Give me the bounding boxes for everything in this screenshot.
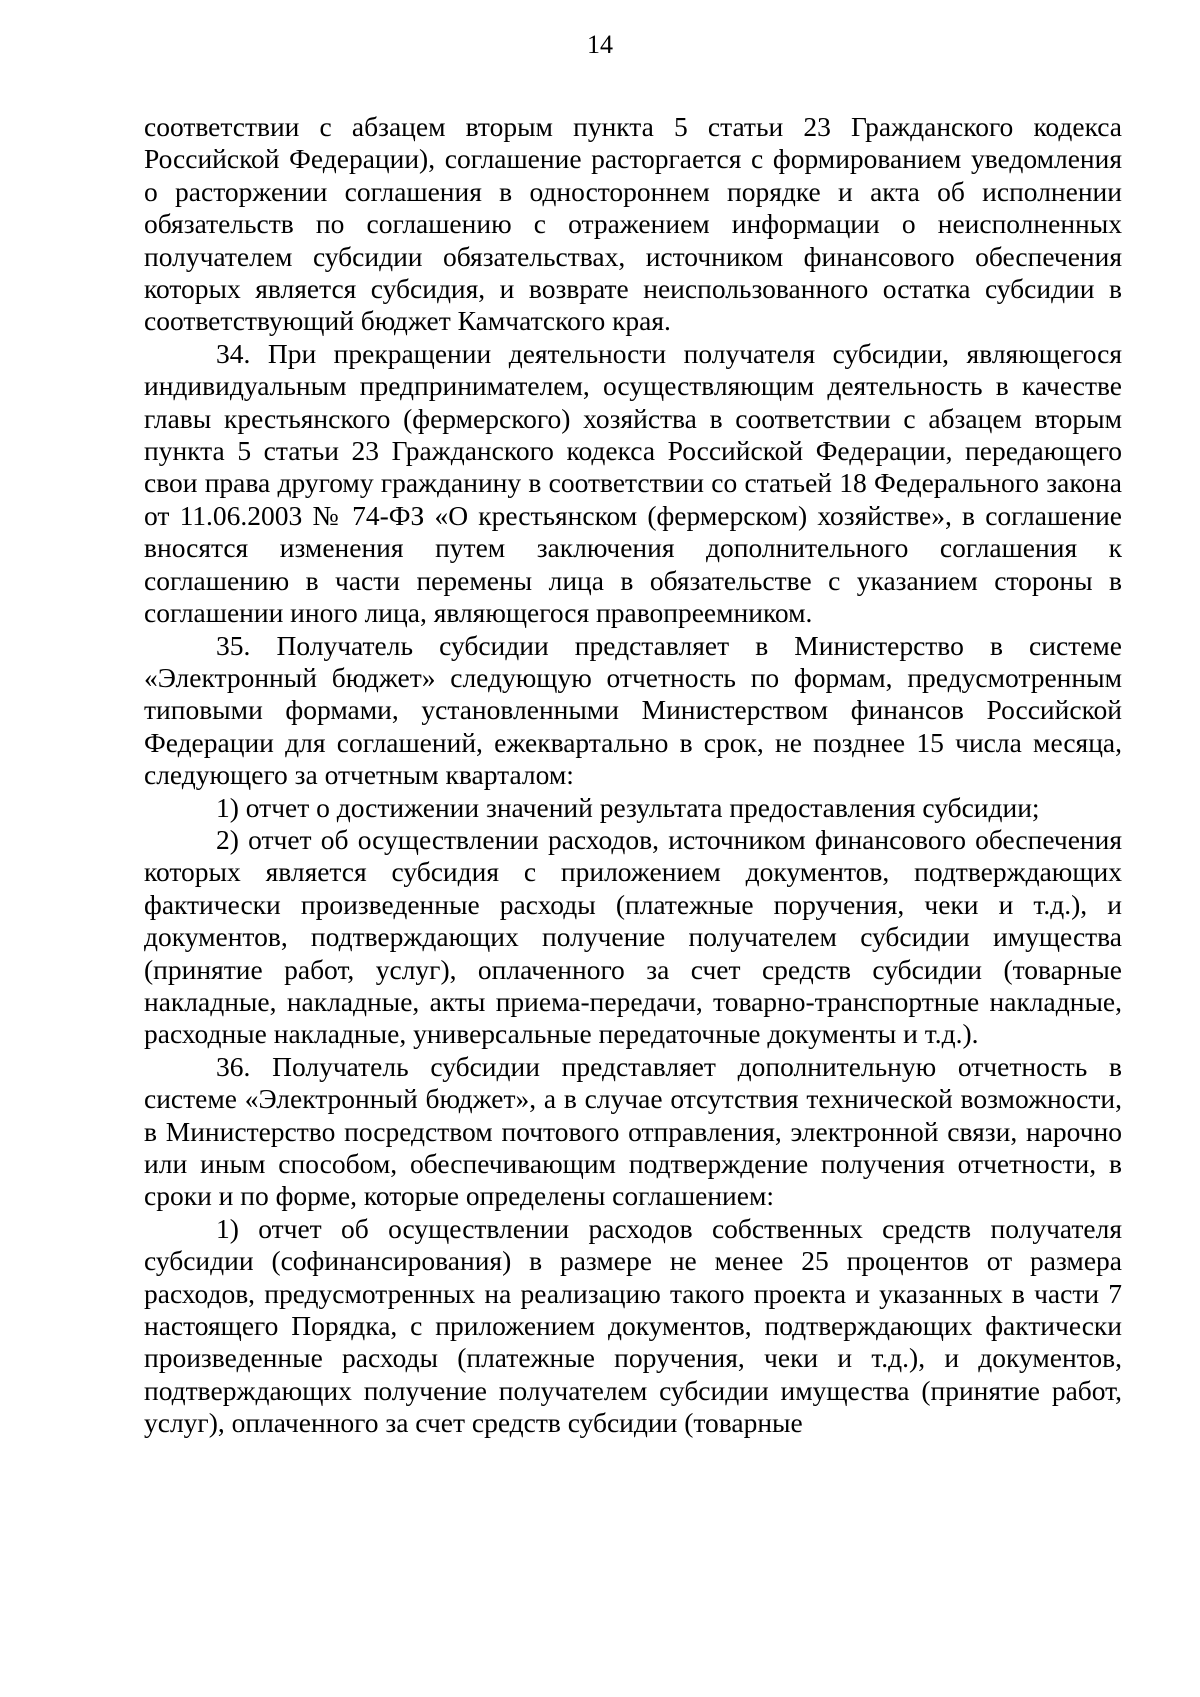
paragraph-34: 34. При прекращении деятельности получателя субсидии, являющегося индивидуальным предпринимателем, осуществляющим деятельность в качестве главы крестьянского (фермерского) хозяйства в соответствии с абзацем вторым пункта 5 статьи 23 Гражданского кодекса Российской Федерации, передающего свои права другому гражданину в соответствии со статьей 18 Федерального закона от 11.06.2003 № 74-ФЗ «О крестьянском (фермерском) хозяйстве», в соглашение вносятся изменения путем заключения дополнительного соглашения к соглашению в части перемены лица в обязательстве с указанием стороны в соглашении иного лица, являющегося правопреемником.: [144, 337, 1122, 629]
paragraph-continuation: соответствии с абзацем вторым пункта 5 статьи 23 Гражданского кодекса Российской Федерации), соглашение расторгается с формированием уведомления о расторжении соглашения в одностороннем порядке и акта об исполнении обязательств по соглашению с отражением информации о неисполненных получателем субсидии обязательствах, источником финансового обеспечения которых является субсидия, и возврате неиспользованного остатка субсидии в соответствующий бюджет Камчатского края.: [144, 111, 1122, 337]
document-body: [144, 111, 1122, 1440]
paragraph-35-item-2: 2) отчет об осуществлении расходов, источником финансового обеспечения которых является субсидия с приложением документов, подтверждающих фактически произведенные расходы (платежные поручения, чеки и т.д.), и документов, подтверждающих получение получателем субсидии имущества (принятие работ, услуг), оплаченного за счет средств субсидии (товарные накладные, накладные, акты приема-передачи, товарно-транспортные накладные, расходные накладные, универсальные передаточные документы и т.д.).: [144, 823, 1122, 1050]
paragraph-36: 36. Получатель субсидии представляет дополнительную отчетность в системе «Электронный бюджет», а в случае отсутствия технической возможности, в Министерство посредством почтового отправления, электронной связи, нарочно или иным способом, обеспечивающим подтверждение получения отчетности, в сроки и по форме, которые определены соглашением:: [144, 1050, 1122, 1212]
paragraph-35-item-1: 1) отчет о достижении значений результата предоставления субсидии;: [216, 791, 1040, 823]
paragraph-35: 35. Получатель субсидии представляет в Министерство в системе «Электронный бюджет» следующую отчетность по формам, предусмотренным типовыми формами, установленными Министерством финансов Российской Федерации для соглашений, ежеквартально в срок, не позднее 15 числа месяца, следующего за отчетным кварталом:: [144, 629, 1122, 791]
page-number: 14: [587, 30, 613, 59]
paragraph-36-item-1: 1) отчет об осуществлении расходов собственных средств получателя субсидии (софинансирования) в размере не менее 25 процентов от размера расходов, предусмотренных на реализацию такого проекта и указанных в части 7 настоящего Порядка, с приложением документов, подтверждающих фактически произведенные расходы (платежные поручения, чеки и т.д.), и документов, подтверждающих получение получателем субсидии имущества (принятие работ, услуг), оплаченного за счет средств субсидии (товарные: [144, 1212, 1122, 1439]
